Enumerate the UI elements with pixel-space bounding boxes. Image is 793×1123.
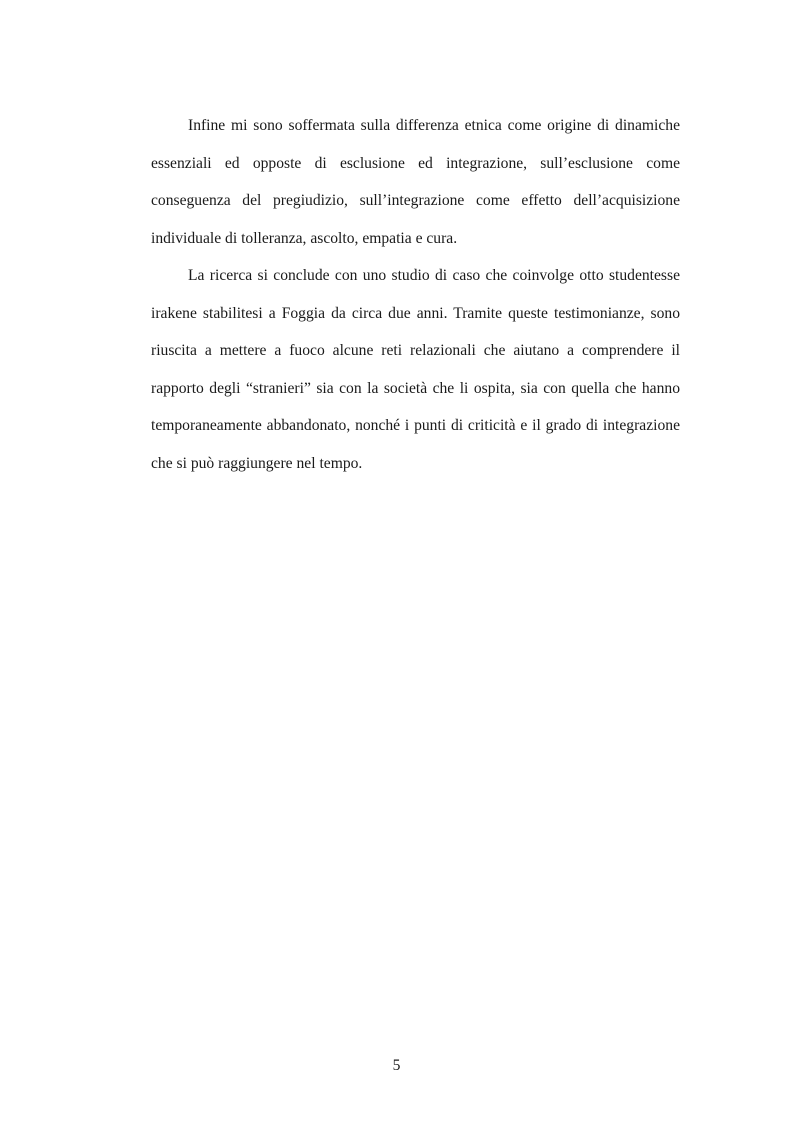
body-text bbox=[151, 107, 680, 482]
page-number: 5 bbox=[392, 1057, 401, 1074]
paragraph-1: Infine mi sono soffermata sulla differenza etnica come origine di dinamiche essenziali ed opposte di esclusione ed integrazione, sull’esclusione come conseguenza del pregiudizio, sull’integrazione come effetto dell’acquisizione individuale di tolleranza, ascolto, empatia e cura. bbox=[151, 117, 680, 247]
paragraph-2: La ricerca si conclude con uno studio di caso che coinvolge otto studentesse irakene stabilitesi a Foggia da circa due anni. Tramite queste testimonianze, sono riuscita a mettere a fuoco alcune reti relazionali che aiutano a comprendere il rapporto degli “stranieri” sia con la società che li ospita, sia con quella che hanno temporaneamente abbandonato, nonché i punti di criticità e il grado di integrazione che si può raggiungere nel tempo. bbox=[151, 267, 680, 472]
